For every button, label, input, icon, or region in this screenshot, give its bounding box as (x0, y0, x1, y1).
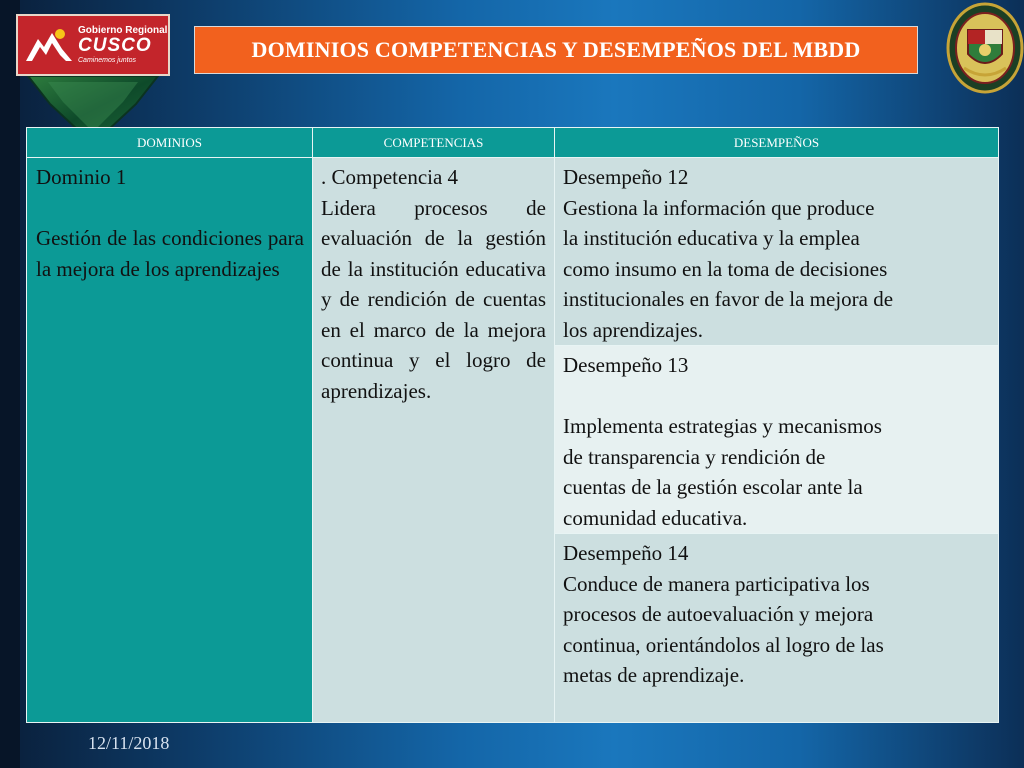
logo-line2: CUSCO (78, 35, 152, 56)
desempeno-12-line: los aprendizajes. (563, 317, 703, 342)
desempeno-12-title: Desempeño 12 (563, 165, 689, 189)
mountain-logo-icon (24, 25, 74, 65)
desempeno-12-line: institucionales en favor de la mejora de (563, 287, 894, 311)
competencia-text: Lidera procesos de evaluación de la gestión de la institución educativa y de rendición de cuentas en el marco de la mejora continua y el logro de aprendizajes. (321, 195, 546, 403)
footer-date: 12/11/2018 (88, 733, 170, 753)
desempeno-13-title: Desempeño 13 (563, 353, 689, 377)
table-row (27, 158, 999, 346)
desempeno-13-cell (555, 346, 999, 534)
dominio-title: Dominio 1 (36, 165, 127, 189)
desempeno-14-cell (555, 534, 999, 723)
desempeno-14-line: continua, orientándolos al logro de las (563, 632, 884, 657)
dominio-text: Gestión de las condiciones para la mejora de los aprendizajes (36, 226, 304, 281)
desempeno-14-title: Desempeño 14 (563, 541, 689, 565)
desempeno-13-line: comunidad educativa. (563, 505, 748, 530)
mbdd-table (26, 127, 999, 723)
logo-line1: Gobierno Regional (78, 25, 168, 36)
desempeno-12-cell (555, 158, 999, 346)
school-seal-icon (946, 2, 1024, 94)
desempeno-14-line: metas de aprendizaje. (563, 663, 745, 687)
slide-title: DOMINIOS COMPETENCIAS Y DESEMPEÑOS DEL MBDD (251, 37, 861, 62)
logo-line3: Caminemos juntos (78, 57, 136, 64)
slide-title-box (194, 26, 918, 74)
competencia-title: . Competencia 4 (321, 165, 459, 189)
gobierno-regional-cusco-logo (16, 14, 170, 76)
header-dominios: DOMINIOS (27, 128, 313, 158)
desempeno-13-line: de transparencia y rendición de (563, 444, 826, 469)
desempeno-12-line: Gestiona la información que produce (563, 195, 875, 220)
desempeno-14-line: procesos de autoevaluación y mejora (563, 602, 874, 626)
competencia-cell (313, 158, 555, 723)
desempeno-12-line: como insumo en la toma de decisiones (563, 256, 888, 281)
desempeno-13-line: cuentas de la gestión escolar ante la (563, 475, 863, 499)
desempeno-12-line: la institución educativa y la emplea (563, 226, 860, 250)
desempeno-13-line: Implementa estrategias y mecanismos (563, 414, 882, 438)
left-dark-band (0, 0, 20, 768)
header-competencias: COMPETENCIAS (313, 128, 555, 158)
dominio-cell (27, 158, 313, 723)
header-desempenos: DESEMPEÑOS (555, 128, 999, 158)
desempeno-14-line: Conduce de manera participativa los (563, 571, 870, 596)
table-header-row (27, 128, 999, 158)
